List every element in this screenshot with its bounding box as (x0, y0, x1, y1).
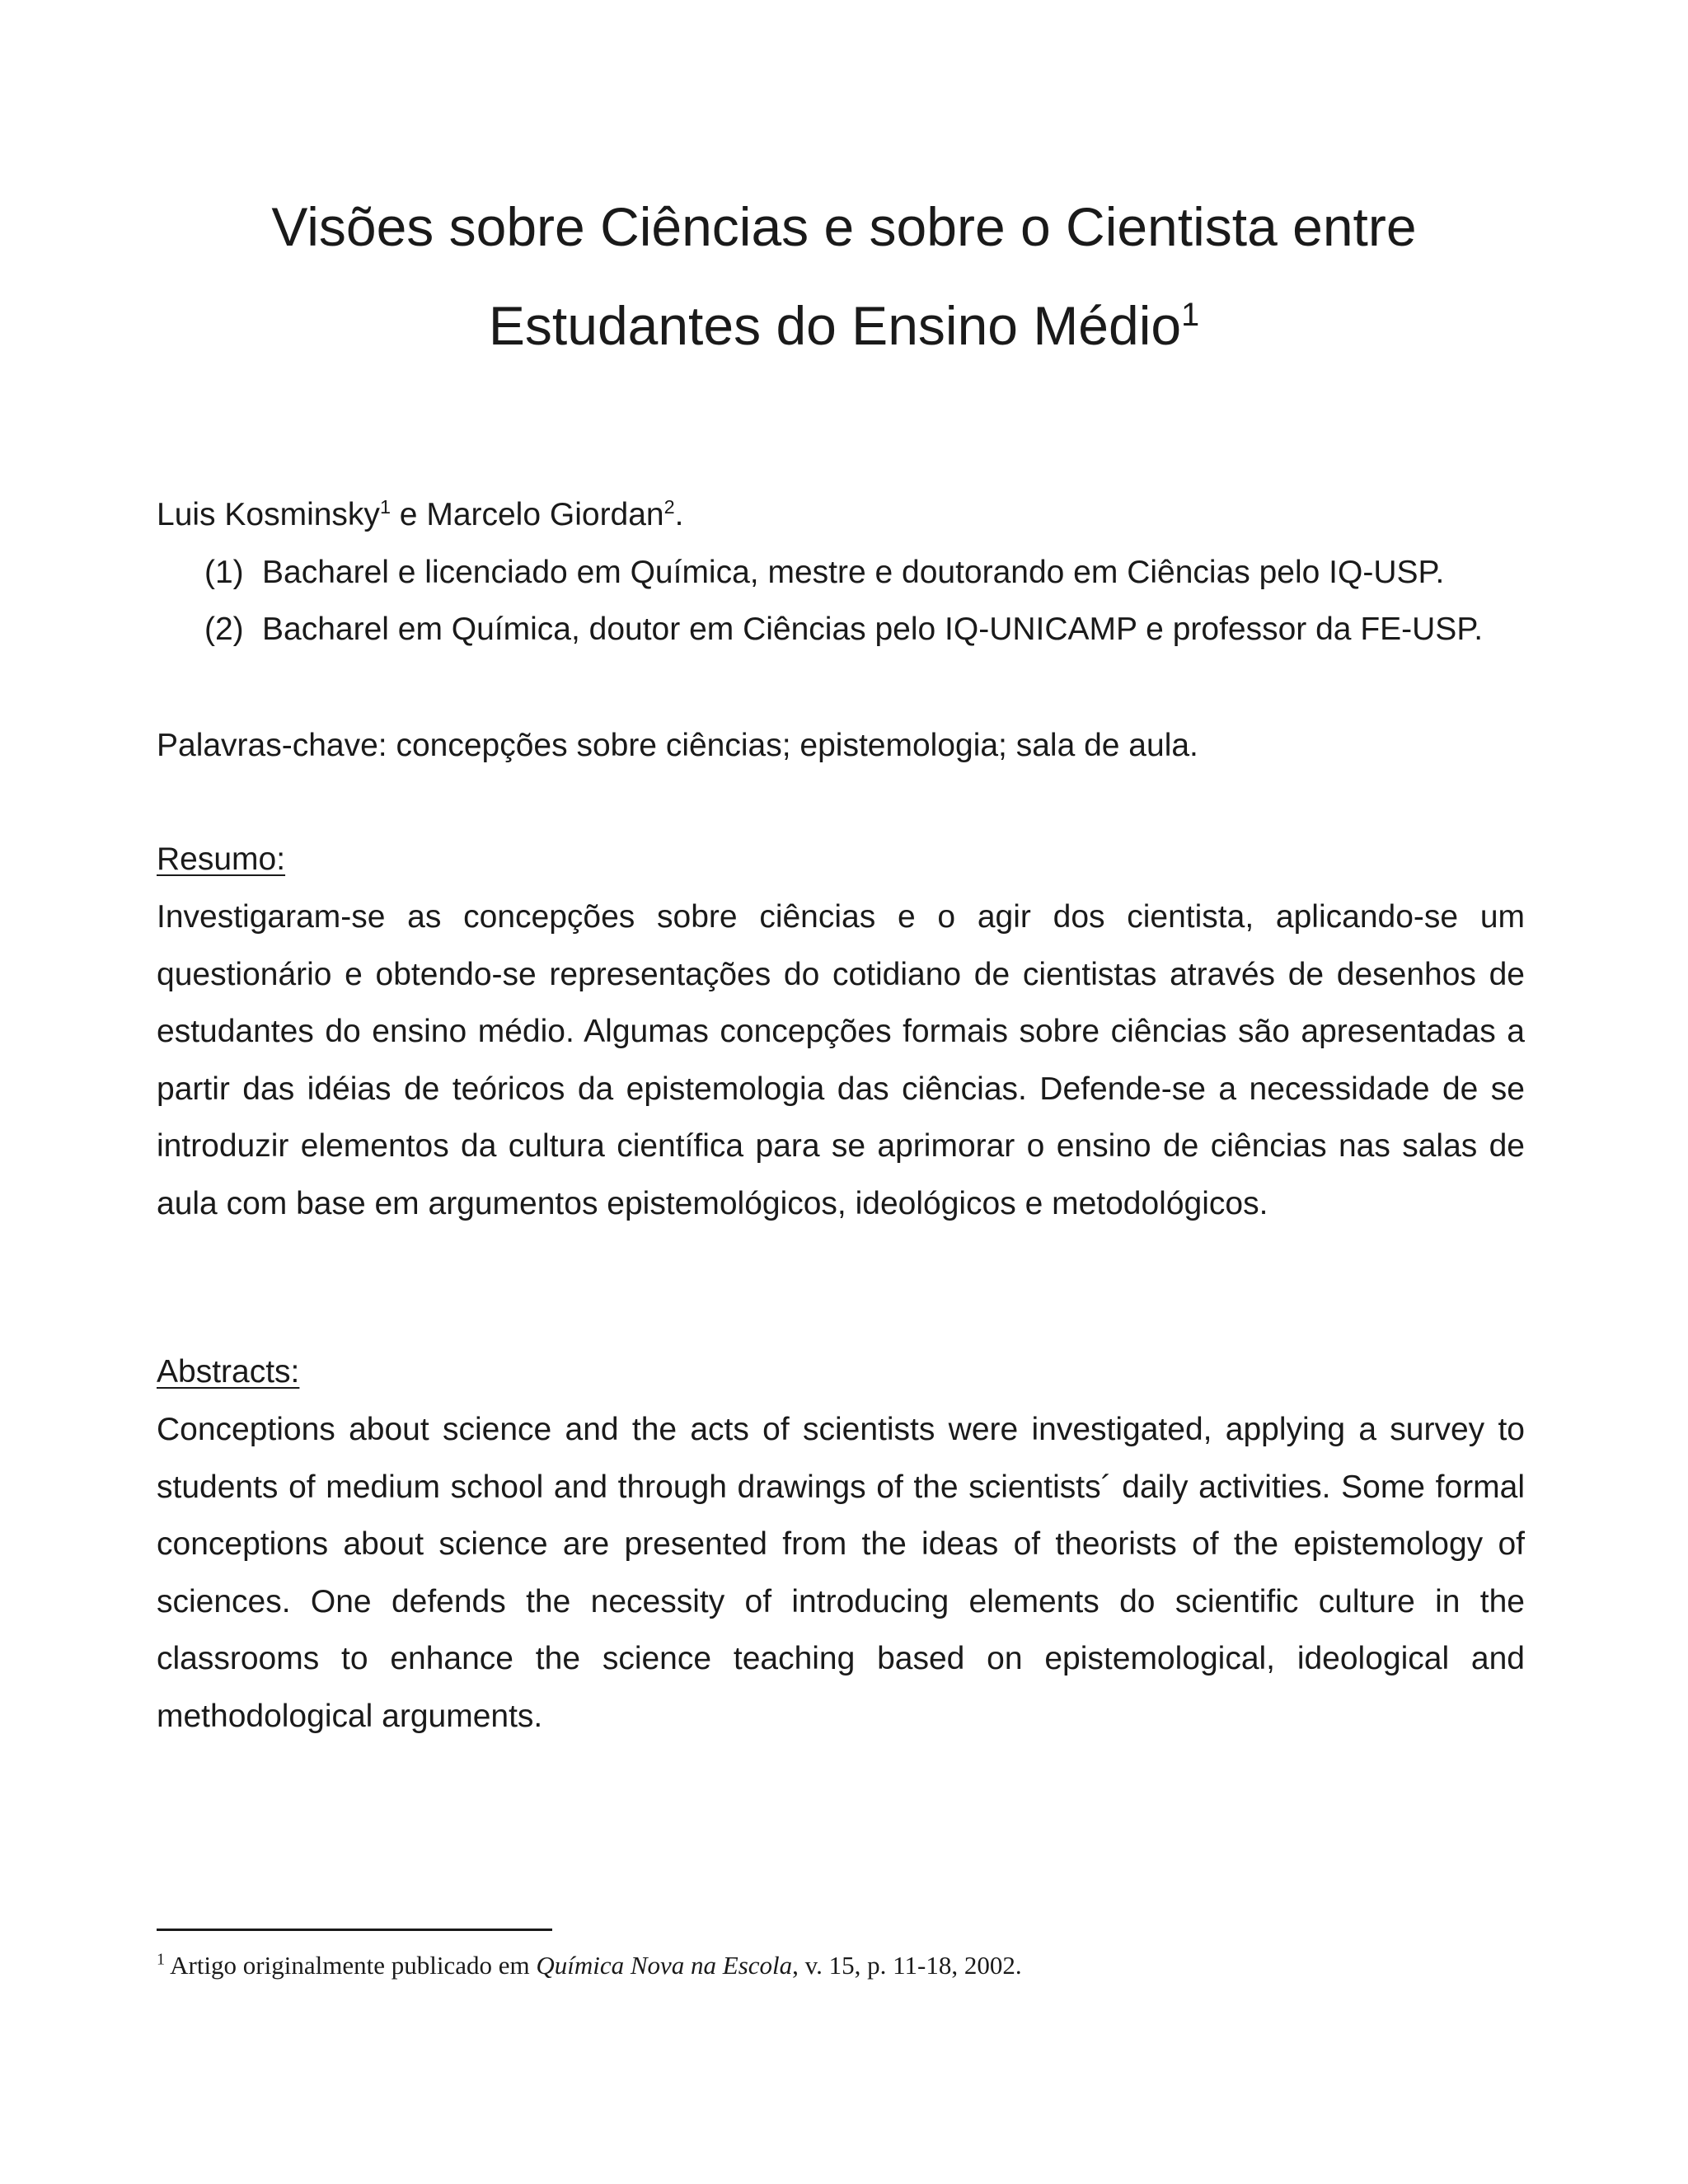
title-footnote-mark: 1 (1181, 297, 1200, 333)
resumo-heading: Resumo: (157, 841, 286, 877)
affiliation-number: (2) (204, 612, 244, 647)
affiliation-text: Bacharel e licenciado em Química, mestre e doutorando em Ciências pelo IQ-USP. (262, 555, 1445, 590)
footnote-divider (157, 1929, 552, 1931)
footnote (157, 1949, 1022, 1982)
footnote-mark: 1 (157, 1950, 166, 1969)
affiliation-item (204, 609, 1483, 650)
author-2-name: Marcelo Giordan (426, 497, 664, 532)
author-2-mark: 2 (663, 496, 675, 518)
title-line-1: Visões sobre Ciências e sobre o Cientista entre (271, 196, 1417, 257)
author-line-end: . (674, 497, 684, 532)
author-1-mark: 1 (379, 496, 391, 518)
author-line (157, 494, 683, 536)
author-connector: e (390, 497, 427, 532)
affiliation-item (204, 552, 1444, 593)
affiliation-text: Bacharel em Química, doutor em Ciências pelo IQ-UNICAMP e professor da FE-USP. (262, 612, 1484, 647)
abstracts-text: Conceptions about science and the acts of scientists were investigated, applying a survey to students of medium school and through drawings of the scientists´ daily activities. Some formal conceptions about science are presented from the ideas of theorists of the epistemology of sciences. One defends the necessity of introducing elements do scientific culture in the classrooms to enhance the science teaching based on epistemological, ideological and methodological arguments. (157, 1412, 1525, 1734)
keywords: Palavras-chave: concepções sobre ciências; epistemologia; sala de aula. (157, 728, 1198, 763)
resumo-text: Investigaram-se as concepções sobre ciências e o agir dos cientista, aplicando-se um questionário e obtendo-se representações do cotidiano de cientistas através de desenhos de estudantes do ensino médio. Algumas concepções formais sobre ciências são apresentadas a partir das idéias de teóricos da epistemologia das ciências. Defende-se a necessidade de se introduzir elementos da cultura científica para se aprimorar o ensino de ciências nas salas de aula com base em argumentos epistemológicos, ideológicos e metodológicos. (157, 899, 1525, 1221)
footnote-prefix: Artigo originalmente publicado em (165, 1951, 537, 1980)
affiliation-number: (1) (204, 555, 244, 590)
title-line-2: Estudantes do Ensino Médio (488, 295, 1182, 356)
author-1-name: Luis Kosminsky (157, 497, 380, 532)
abstracts-heading: Abstracts: (157, 1354, 300, 1390)
footnote-journal: Química Nova na Escola (536, 1951, 793, 1980)
page-title (155, 177, 1533, 375)
footnote-suffix: , v. 15, p. 11-18, 2002. (792, 1951, 1022, 1980)
